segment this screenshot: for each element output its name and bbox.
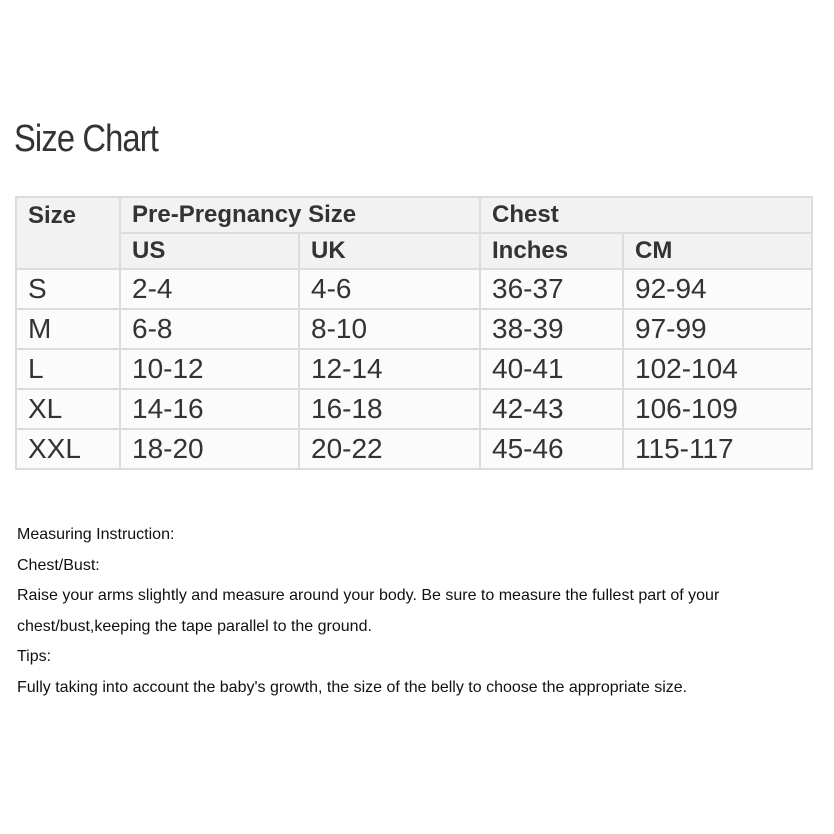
measuring-instructions	[17, 520, 832, 703]
cell-uk: 12-14	[299, 349, 480, 389]
table-row	[16, 269, 812, 309]
header-pre-pregnancy-size: Pre-Pregnancy Size	[120, 197, 480, 233]
cell-cm: 97-99	[623, 309, 812, 349]
cell-uk: 4-6	[299, 269, 480, 309]
tips-heading: Tips:	[17, 648, 52, 665]
header-chest: Chest	[480, 197, 812, 233]
cell-cm: 106-109	[623, 389, 812, 429]
table-row	[16, 429, 812, 469]
instructions-heading: Measuring Instruction:	[17, 526, 175, 543]
cell-uk: 20-22	[299, 429, 480, 469]
header-uk: UK	[299, 233, 480, 269]
table-row	[16, 389, 812, 429]
header-inches: Inches	[480, 233, 623, 269]
table-row	[16, 309, 812, 349]
cell-size: L	[16, 349, 120, 389]
chest-bust-text: Raise your arms slightly and measure around your body. Be sure to measure the fullest part of your chest/bust,keeping the tape parallel to the ground.	[17, 587, 720, 635]
header-size: Size	[16, 197, 120, 269]
cell-cm: 102-104	[623, 349, 812, 389]
cell-size: XXL	[16, 429, 120, 469]
cell-us: 10-12	[120, 349, 299, 389]
cell-inches: 42-43	[480, 389, 623, 429]
cell-us: 2-4	[120, 269, 299, 309]
page-title: Size Chart	[14, 118, 158, 160]
cell-size: S	[16, 269, 120, 309]
cell-cm: 115-117	[623, 429, 812, 469]
cell-inches: 36-37	[480, 269, 623, 309]
chest-bust-heading: Chest/Bust:	[17, 556, 100, 574]
cell-size: XL	[16, 389, 120, 429]
cell-cm: 92-94	[623, 269, 812, 309]
table-header-row	[16, 197, 812, 233]
header-us: US	[120, 233, 299, 269]
cell-inches: 45-46	[480, 429, 623, 469]
tips-text: Fully taking into account the baby's growth, the size of the belly to choose the appropriate size.	[17, 678, 688, 696]
table-subheader-row	[16, 233, 812, 269]
header-cm: CM	[623, 233, 812, 269]
cell-uk: 16-18	[299, 389, 480, 429]
cell-us: 14-16	[120, 389, 299, 429]
cell-uk: 8-10	[299, 309, 480, 349]
cell-us: 18-20	[120, 429, 299, 469]
cell-us: 6-8	[120, 309, 299, 349]
cell-inches: 40-41	[480, 349, 623, 389]
table-row	[16, 349, 812, 389]
cell-size: M	[16, 309, 120, 349]
size-table	[15, 196, 813, 470]
cell-inches: 38-39	[480, 309, 623, 349]
